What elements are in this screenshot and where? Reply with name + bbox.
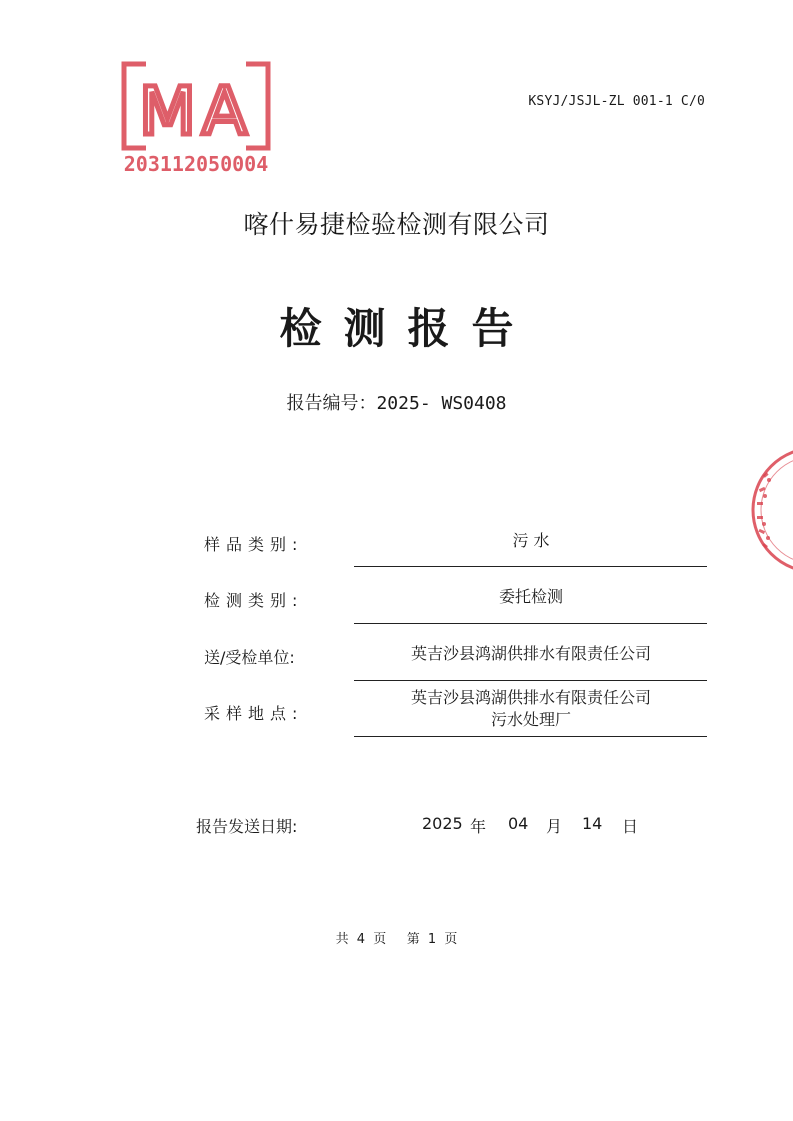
ma-number: 203112050004 (123, 152, 269, 176)
footer-page-prefix: 第 (406, 932, 420, 947)
ma-certification-stamp (116, 56, 276, 180)
client-unit-underline (354, 680, 707, 681)
issue-date-day: 14 (582, 814, 603, 833)
footer-page-unit: 页 (444, 932, 458, 947)
sampling-location-line1: 英吉沙县鸿湖供排水有限责任公司 (410, 688, 651, 707)
test-category-underline (354, 623, 707, 624)
sample-category-value: 污 水 (512, 531, 550, 550)
issue-date-label: 报告发送日期: (196, 817, 298, 836)
company-name: 喀什易捷检验检测有限公司 (243, 210, 550, 239)
issue-date-month-unit: 月 (546, 817, 563, 836)
ma-letters: MA (138, 73, 254, 150)
report-title: 检测报告 (279, 304, 536, 353)
client-unit-label: 送/受检单位: (204, 648, 295, 667)
sampling-location-underline (354, 736, 707, 737)
issue-date-year: 2025 (422, 814, 463, 833)
issue-date-month: 04 (508, 814, 529, 833)
footer-total-unit: 页 (373, 932, 387, 947)
report-number (0, 389, 793, 415)
footer-total: 4 (356, 932, 366, 947)
client-unit-value: 英吉沙县鸿湖供排水有限责任公司 (410, 644, 651, 663)
report-number-label: 报告编号： (286, 393, 377, 414)
footer-page: 1 (427, 932, 437, 947)
footer-total-prefix: 共 (335, 932, 349, 947)
page-footer (0, 928, 793, 947)
document-code: KSYJ/JSJL-ZL 001-1 C/0 (528, 94, 705, 109)
sample-category-label: 样品类别: (204, 535, 304, 554)
company-seal-partial (745, 440, 793, 580)
sampling-location-line2: 污水处理厂 (490, 710, 571, 729)
report-number-value: 2025- WS0408 (376, 393, 507, 414)
sampling-location-label: 采样地点: (204, 704, 304, 723)
sampling-location-value (356, 687, 706, 731)
test-category-value: 委托检测 (498, 587, 563, 606)
issue-date-year-unit: 年 (470, 817, 487, 836)
issue-date-day-unit: 日 (622, 817, 639, 836)
test-category-label: 检测类别: (204, 591, 304, 610)
sample-category-underline (354, 566, 707, 567)
